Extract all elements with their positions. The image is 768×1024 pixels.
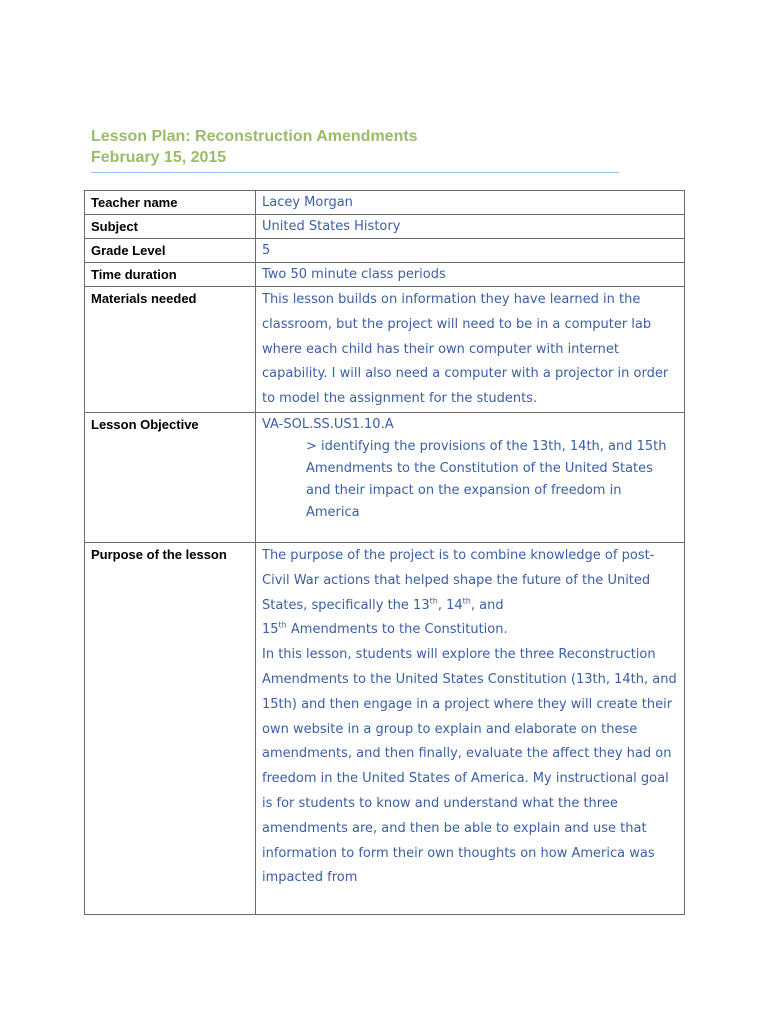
lesson-plan-table [84,190,685,915]
teacher-name-label: Teacher name [85,191,256,215]
purpose-label: Purpose of the lesson [85,542,256,914]
purpose-intro-text: Amendments to the Constitution. [286,622,508,638]
purpose-intro-text: The purpose of the project is to combine knowledge of post-Civil War actions that helped shape the future of the United States, specifically the 13 [262,547,655,613]
table-row-objective [85,412,685,542]
purpose-intro-text: , and [470,597,504,613]
grade-level-label: Grade Level [85,239,256,263]
materials-label: Materials needed [85,287,256,413]
objective-code: VA-SOL.SS.US1.10.A [262,416,394,432]
ordinal-suffix: th [462,596,471,606]
ordinal-suffix: th [429,596,438,606]
teacher-name-value: Lacey Morgan [256,191,685,215]
time-duration-label: Time duration [85,263,256,287]
subject-label: Subject [85,215,256,239]
subject-value: United States History [256,215,685,239]
lesson-plan-title: Lesson Plan: Reconstruction Amendments [91,128,418,145]
table-row-subject [85,215,685,239]
table-row-teacher [85,191,685,215]
table-row-time [85,263,685,287]
purpose-body: In this lesson, students will explore the three Reconstruction Amendments to the United States Constitution (13th, 14th, and 15th) and then engage in a project where they will create their own website in a group to explain and elaborate on these amendments, and then finally, evaluate the affect they had on freedom in the United States of America. My instructional goal is for students to know and understand what the three amendments are, and then be able to explain and use that information to form their own thoughts on how America was impacted from [262,647,677,886]
objective-label: Lesson Objective [85,412,256,542]
purpose-text [262,544,678,891]
objective-detail: > identifying the provisions of the 13th, 14th, and 15th Amendments to the Constitution of the United States and their impact on the expansion of freedom in America [306,438,667,520]
time-duration-value: Two 50 minute class periods [256,263,685,287]
objective-value [256,412,685,542]
ordinal-suffix: th [278,621,287,631]
purpose-intro-text: 15 [262,622,279,638]
document-header [91,126,621,168]
lesson-plan-date: February 15, 2015 [91,149,227,166]
table-row-purpose [85,542,685,914]
table-row-grade [85,239,685,263]
purpose-intro-text: , 14 [437,597,463,613]
grade-level-value: 5 [256,239,685,263]
header-divider [91,172,619,173]
table-row-materials [85,287,685,413]
purpose-value [256,542,685,914]
materials-value: This lesson builds on information they have learned in the classroom, but the project will need to be in a computer lab where each child has their own computer with internet capability. I will also need a computer with a projector in order to model the assignment for the students. [256,287,685,413]
purpose-intro [262,544,678,643]
